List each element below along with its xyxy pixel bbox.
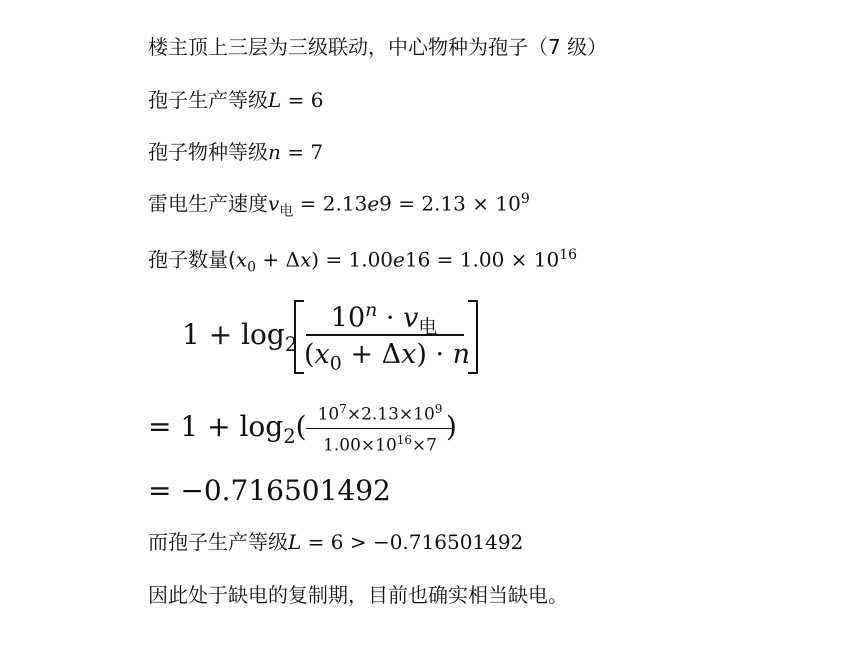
- text-line-thunder-speed: [148, 186, 530, 225]
- f2-den-a-exp: 16: [396, 432, 412, 447]
- thunder-speed-exp: 9: [520, 191, 530, 207]
- formula1-log: 1 + log: [182, 318, 285, 351]
- species-level-value: = 7: [280, 140, 324, 164]
- formula2-fraction: [306, 398, 454, 456]
- right-bracket: [468, 300, 478, 374]
- f2-num-a: 10: [317, 404, 340, 425]
- spore-count-label: 孢子数量(: [148, 247, 236, 272]
- spore-count-eq1: ) = 1.00: [311, 247, 394, 272]
- thunder-speed-label: 雷电生产速度: [148, 191, 268, 216]
- text-line-comparison: [148, 529, 523, 555]
- text-line-spore-count: [148, 242, 577, 281]
- species-level-label: 孢子物种等级: [148, 140, 268, 164]
- denominator-close: ) ·: [416, 339, 453, 370]
- denominator-sub0: 0: [329, 352, 342, 375]
- species-level-var: n: [268, 140, 281, 164]
- formula2-lead: [148, 410, 307, 454]
- spore-count-x: x: [235, 247, 248, 272]
- formula2-denominator: [306, 429, 454, 457]
- spore-count-e: e: [393, 247, 405, 272]
- formula-substituted: [148, 396, 478, 460]
- spore-count-sub0: 0: [247, 259, 257, 276]
- left-bracket: [294, 300, 304, 374]
- text-line-species-level: [148, 139, 323, 165]
- spore-count-x2: x: [299, 247, 312, 272]
- comparison-var: L: [288, 530, 302, 554]
- thunder-speed-sub: 电: [279, 203, 294, 220]
- conclusion-text: 因此处于缺电的复制期，目前也确实相当缺电。: [148, 583, 568, 607]
- f2-num-b-exp: 9: [434, 402, 443, 416]
- formula3-text: = −0.716501492: [148, 474, 391, 507]
- thunder-speed-eq1: = 2.13: [293, 191, 368, 216]
- formula1-denominator: [304, 339, 471, 380]
- spore-count-plus: + Δ: [256, 247, 300, 272]
- formula-log-fraction: [182, 294, 492, 380]
- intro-text: 楼主顶上三层为三级联动，中心物种为孢子（7 级）: [148, 35, 608, 59]
- formula2-numerator: [306, 398, 454, 426]
- denominator-x2: x: [401, 339, 417, 370]
- denominator-plus: + Δ: [341, 339, 402, 370]
- formula1-log-base: 2: [284, 332, 298, 356]
- text-line-production-level: [148, 87, 323, 113]
- numerator-dot: ·: [377, 302, 404, 334]
- numerator-v-sub: 电: [418, 316, 438, 338]
- comparison-value: = 6 > −0.716501492: [301, 530, 524, 554]
- f2-den-a: 1.00×10: [323, 435, 397, 456]
- denominator-x: x: [314, 339, 330, 370]
- comparison-label: 而孢子生产等级: [148, 530, 288, 554]
- spore-count-exp: 16: [559, 247, 578, 263]
- denominator-open: (: [304, 339, 315, 370]
- thunder-speed-var: v: [268, 191, 280, 216]
- denominator-n: n: [452, 339, 471, 370]
- thunder-speed-eq2: 9 = 2.13 × 10: [379, 191, 521, 216]
- numerator-v: v: [403, 302, 419, 334]
- text-line-conclusion: [148, 582, 568, 608]
- formula2-log-base: 2: [283, 424, 296, 448]
- f2-num-a-exp: 7: [339, 402, 347, 416]
- f2-den-b: ×7: [411, 435, 437, 456]
- numerator-base: 10: [330, 302, 366, 334]
- formula1-lead: [182, 318, 297, 362]
- text-line-intro: [148, 34, 607, 60]
- spore-count-eq2: 16 = 1.00 × 10: [404, 247, 560, 272]
- fraction-bar: [306, 334, 464, 336]
- production-level-label: 孢子生产等级: [148, 88, 268, 112]
- formula2-close: ): [446, 410, 457, 443]
- production-level-var: L: [268, 88, 282, 112]
- formula2-open: (: [295, 410, 307, 443]
- formula2-log: = 1 + log: [148, 410, 284, 443]
- thunder-speed-e: e: [367, 191, 380, 216]
- formula-result: [148, 474, 391, 508]
- numerator-exp: n: [365, 299, 378, 321]
- production-level-value: = 6: [281, 88, 324, 112]
- f2-num-b: ×2.13×10: [346, 404, 435, 425]
